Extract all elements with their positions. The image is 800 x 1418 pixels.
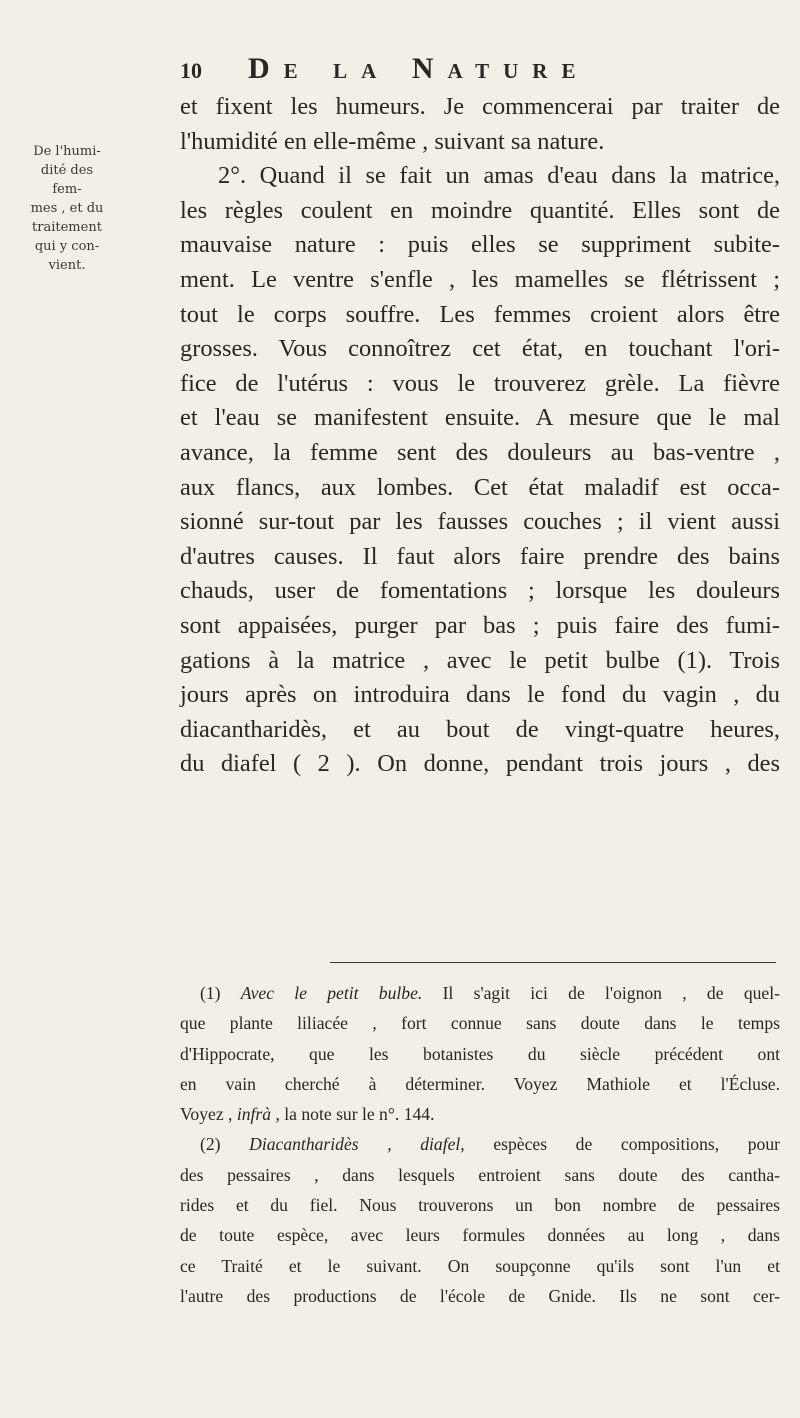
text-line: d'autres causes. Il faut alors faire prendre des bains — [180, 542, 780, 570]
footnote-marker: (1) — [200, 983, 221, 1003]
text-line: sionné sur-tout par les fausses couches ; il vient aussi — [180, 508, 780, 536]
footnote-1-last-line — [180, 1099, 780, 1129]
text-line: tout le corps souffre. Les femmes croient alors être — [180, 300, 780, 328]
footnote-text: espèces de compositions, pour — [493, 1134, 780, 1155]
margin-note-line: mes , et du — [30, 201, 104, 216]
text-line: l'humidité en elle-même , suivant sa nature. — [180, 127, 605, 155]
text-line: chauds, user de fomentations ; lorsque les douleurs — [180, 577, 780, 605]
page-number: 10 — [180, 58, 202, 83]
footnote-line: rides et du fiel. Nous trouverons un bon nombre de pessaires — [180, 1195, 780, 1216]
margin-note — [28, 142, 106, 275]
text-line: 2°. Quand il se fait un amas d'eau dans la matrice, — [218, 162, 780, 190]
footnote-line: en vain cherché à déterminer. Voyez Mathiole et l'Écluse. — [180, 1073, 780, 1094]
margin-note-line: qui y con- — [34, 239, 100, 254]
footnote-1-first-line — [180, 978, 780, 1008]
main-text — [180, 90, 780, 782]
text-line: avance, la femme sent des douleurs au bas-ventre , — [180, 438, 780, 466]
footnote-rule — [330, 962, 776, 963]
footnote-lemma: Avec le petit bulbe. — [240, 983, 423, 1003]
footnote-line: d'Hippocrate, que les botanistes du siècle précédent ont — [180, 1043, 780, 1064]
text-line: mauvaise nature : puis elles se suppriment subite- — [180, 231, 780, 259]
footnote-text: Voyez , — [180, 1104, 233, 1125]
footnote-marker: (2) — [200, 1134, 221, 1155]
margin-note-line: vient. — [48, 258, 86, 273]
footnote-line: ce Traité et le suivant. On soupçonne qu'ils sont l'un et — [180, 1255, 780, 1276]
footnote-line: de toute espèce, avec leurs formules données au long , dans — [180, 1225, 780, 1246]
text-line: du diafel ( 2 ). On donne, pendant trois jours , des — [180, 750, 780, 778]
footnote-lemma: Diacantharidès , diafel, — [249, 1134, 465, 1155]
text-line: aux flancs, aux lombes. Cet état maladif est occa- — [180, 473, 780, 501]
running-title: De la Nature — [248, 52, 590, 85]
margin-note-line: De l'humi- — [33, 144, 101, 159]
footnote-text: , la note sur le n°. 144. — [275, 1104, 435, 1125]
text-line: jours après on introduira dans le fond du vagin , du — [180, 681, 780, 709]
footnote-infra: infrà — [236, 1104, 272, 1125]
text-line: ment. Le ventre s'enfle , les mamelles se flétrissent ; — [180, 265, 780, 293]
text-line: et l'eau se manifestent ensuite. A mesure que le mal — [180, 404, 780, 432]
text-line: et fixent les humeurs. Je commencerai par traiter de — [180, 93, 780, 120]
text-line: fice de l'utérus : vous le trouverez grèle. La fièvre — [180, 369, 780, 397]
text-line: gations à la matrice , avec le petit bulbe (1). Trois — [180, 646, 780, 674]
text-line: grosses. Vous connoîtrez cet état, en touchant l'ori- — [180, 335, 780, 363]
running-header — [180, 52, 640, 86]
text-line: sont appaisées, purger par bas ; puis faire des fumi- — [180, 611, 780, 639]
footnote-line: que plante liliacée , fort connue sans doute dans le temps — [180, 1013, 780, 1034]
margin-note-line: traitement — [32, 220, 102, 235]
footnotes — [180, 978, 780, 1311]
footnote-text: Il s'agit ici de l'oignon , de quel- — [442, 983, 780, 1003]
text-line: les règles coulent en moindre quantité. Elles sont de — [180, 196, 780, 224]
footnote-line: l'autre des productions de l'école de Gnide. Ils ne sont cer- — [180, 1285, 780, 1306]
text-line: diacantharidès, et au bout de vingt-quatre heures, — [180, 715, 780, 743]
footnote-line: des pessaires , dans lesquels entroient sans doute des cantha- — [180, 1164, 780, 1185]
footnote-2-first-line — [180, 1129, 780, 1159]
margin-note-line: dité des fem- — [40, 163, 94, 197]
